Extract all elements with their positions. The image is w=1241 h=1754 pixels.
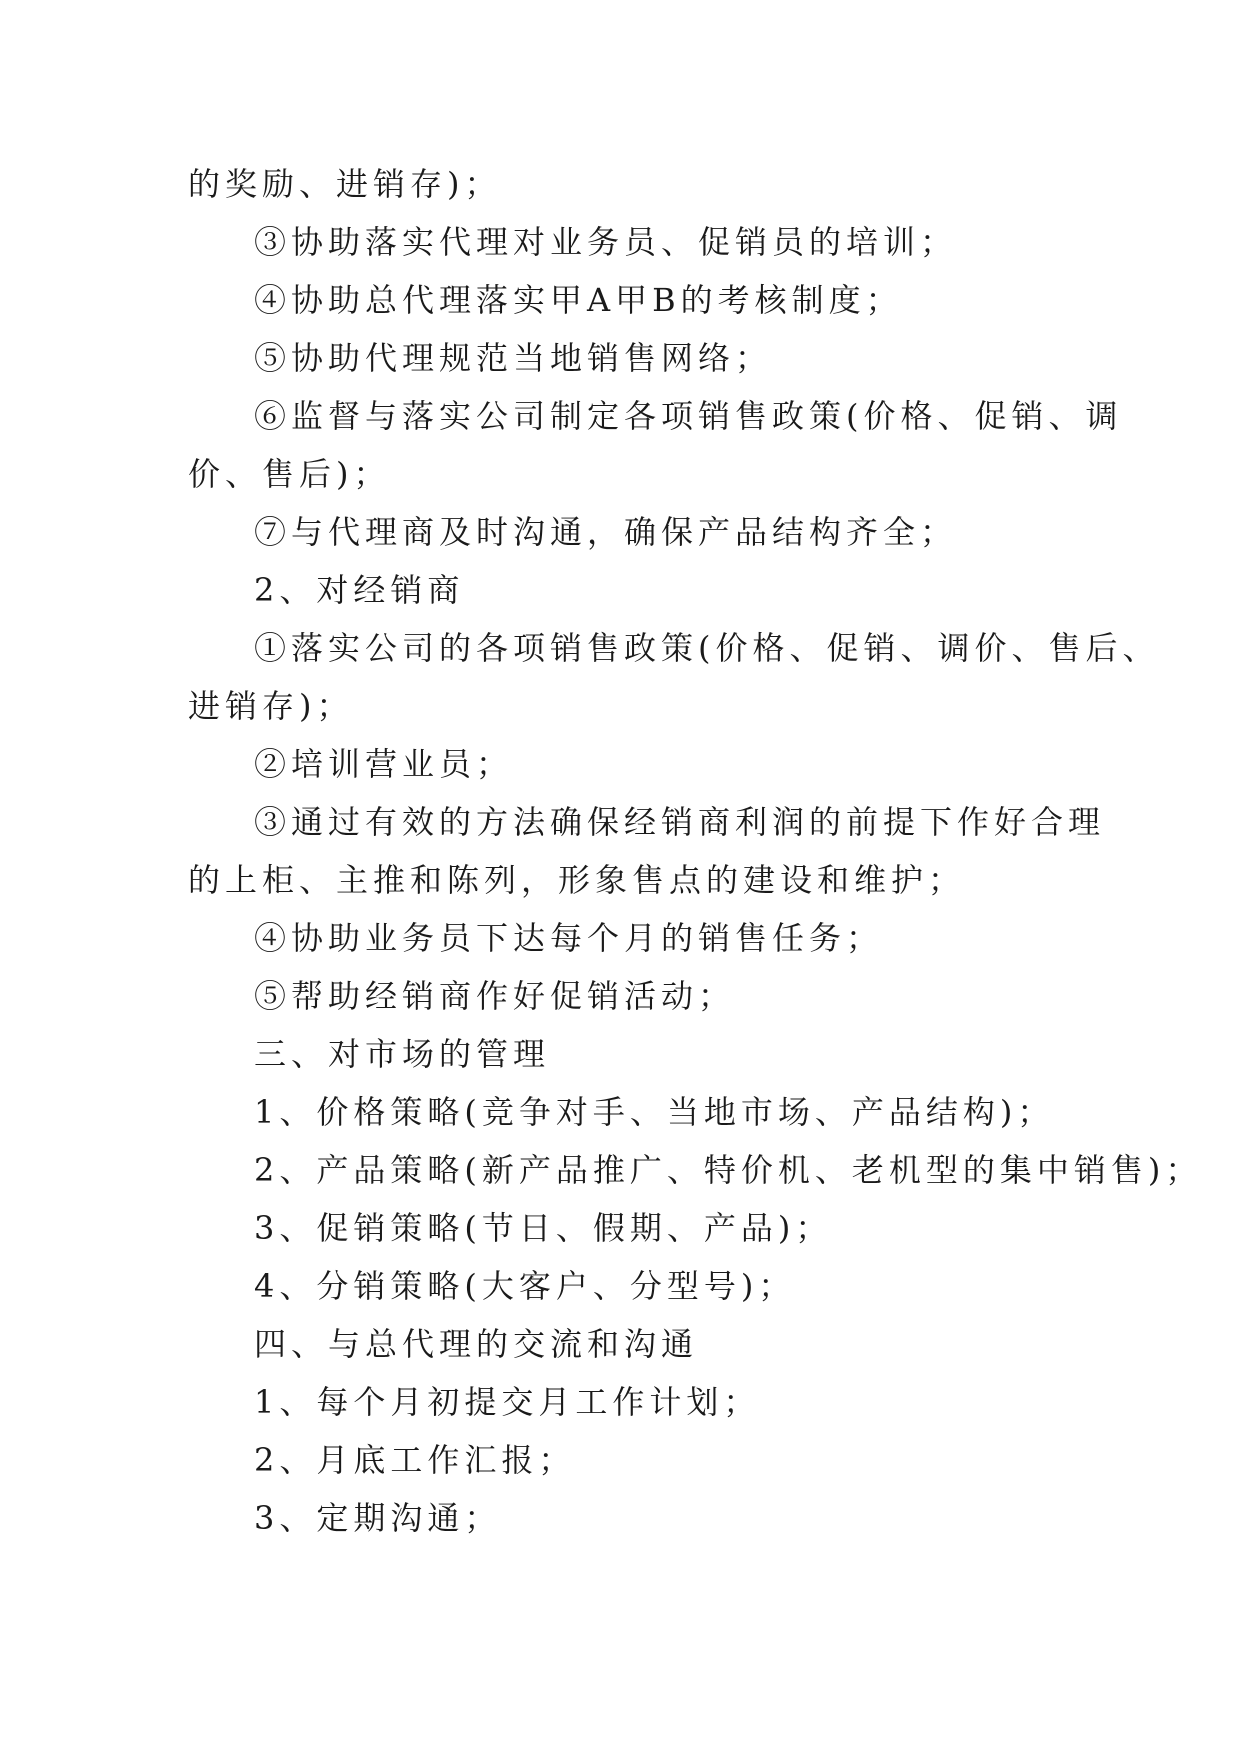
- text-line: 2、月底工作汇报；: [254, 1441, 576, 1479]
- text-line: ⑦与代理商及时沟通，确保产品结构齐全；: [254, 513, 958, 551]
- text-line: ②培训营业员；: [254, 745, 514, 783]
- text-line: ④协助业务员下达每个月的销售任务；: [254, 919, 884, 957]
- text-line: ⑤协助代理规范当地销售网络；: [254, 339, 773, 377]
- text-line: 4、分销策略(大客户、分型号)；: [254, 1267, 796, 1305]
- text-line: 3、定期沟通；: [254, 1499, 502, 1537]
- text-line: 的奖励、进销存)；: [188, 165, 502, 203]
- text-line: 进销存)；: [188, 687, 354, 725]
- text-line: 1、价格策略(竞争对手、当地市场、产品结构)；: [254, 1093, 1055, 1131]
- text-line: 的上柜、主推和陈列，形象售点的建设和维护；: [188, 861, 966, 899]
- text-line: ④协助总代理落实甲A甲B的考核制度；: [254, 281, 903, 319]
- text-line: ③通过有效的方法确保经销商利润的前提下作好合理: [254, 803, 1106, 841]
- text-line: 价、售后)；: [188, 455, 391, 493]
- text-line: 3、促销策略(节日、假期、产品)；: [254, 1209, 833, 1247]
- section-heading: 四、与总代理的交流和沟通: [254, 1325, 699, 1363]
- text-line: ③协助落实代理对业务员、促销员的培训；: [254, 223, 958, 261]
- text-line: 2、产品策略(新产品推广、特价机、老机型的集中销售)；: [254, 1151, 1203, 1189]
- text-line: 1、每个月初提交月工作计划；: [254, 1383, 761, 1421]
- text-line: ①落实公司的各项销售政策(价格、促销、调价、售后、: [254, 629, 1160, 667]
- section-heading: 三、对市场的管理: [254, 1035, 551, 1073]
- section-heading: 2、对经销商: [254, 571, 465, 609]
- text-line: ⑤帮助经销商作好促销活动；: [254, 977, 736, 1015]
- text-line: ⑥监督与落实公司制定各项销售政策(价格、促销、调: [254, 397, 1123, 435]
